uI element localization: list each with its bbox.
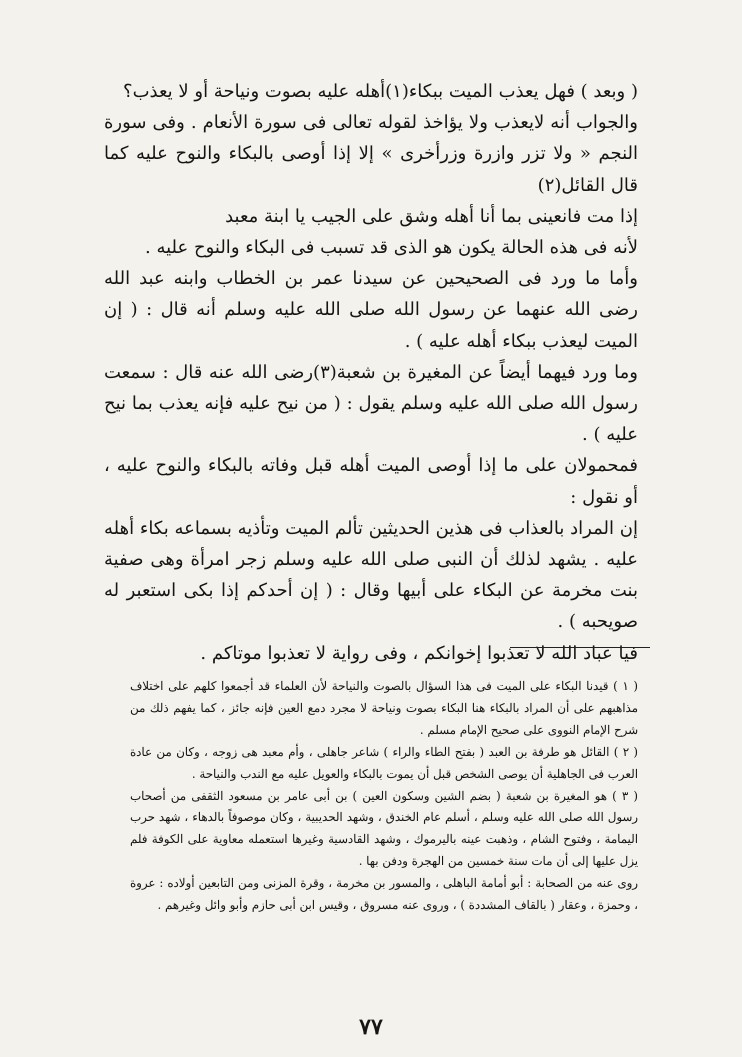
paragraph-reason: لأنه فى هذه الحالة يكون هو الذى قد تسبب فى البكاء والنوح عليه . [145, 237, 638, 259]
paragraph-meaning: إن المراد بالعذاب فى هذين الحديثين تألم الميت وتأذيه بسماعه بكاء أهله عليه . يشهد لذلك أن النبى صلى الله عليه وسلم زجر امرأة وهى صفية بنت مخرمة عن البكاء على أبيها وقال : ( إن أحدكم إذا بكى استعبر له صويحبه ) . [104, 517, 638, 633]
footnote-1: ( ١ ) قيدنا البكاء على الميت فى هذا السؤال بالصوت والنياحة لأن العلماء قد أجمعوا كلهم على اختلاف مذاهبهم على أن المراد بالبكاء هنا البكاء بصوت ونياحة لا مجرد دمع العين فإنه جائز ، كما يفهم ذلك من شرح الإمام النووى على صحيح الإمام مسلم . [130, 679, 638, 737]
footnote-3: ( ٣ ) هو المغيرة بن شعبة ( بضم الشين وسكون العين ) بن أبى عامر بن مسعود الثقفى من أصحاب رسول الله صلى الله عليه وسلم ، أسلم عام الخندق ، وشهد الحديبية ، وكان موصوفاً بالدهاء ، شهد حرب اليمامة ، وفتوح الشام ، وذهبت عينه باليرموك ، وشهد القادسية وغيرها استعمله معاوية على الكوفة فلم يزل عليها إلى أن مات سنة خمسين من الهجرة ودفن بها . [130, 788, 638, 869]
footnote-separator [510, 647, 650, 648]
paragraph-interpretation: فمحمولان على ما إذا أوصى الميت أهله قبل وفاته بالبكاء والنوح عليه ، أو نقول : [104, 455, 638, 508]
paragraph-hadith-mughira: وما ورد فيهما أيضاً عن المغيرة بن شعبة(٣)رضى الله عنه قال : سمعت رسول الله صلى الله عليه وسلم يقول : ( من نيح عليه فإنه يعذب بما نيح عليه ) . [104, 361, 638, 446]
footnote-3-continued: روى عنه من الصحابة : أبو أمامة الباهلى ، والمسور بن مخرمة ، وقرة المزنى ومن التابعين أولاده : عروة ، وحمزة ، وعقار ( بالقاف المشددة ) ، وروى عنه مسروق ، وقيس ابن أبى حازم وأبو وائل وغيرهم . [130, 876, 638, 913]
main-text [104, 76, 638, 669]
poem-verse: إذا مت فانعينى بما أنا أهله وشق على الجيب يا ابنة معبد [225, 205, 638, 227]
footnotes [130, 676, 638, 917]
paragraph-question: ( وبعد ) فهل يعذب الميت ببكاء(١)أهله عليه بصوت ونياحة أو لا يعذب؟ [123, 81, 638, 102]
paragraph-answer: والجواب أنه لايعذب ولا يؤاخذ لقوله تعالى فى سورة الأنعام . وفى سورة النجم « ولا تزر وازرة وزرأخرى » إلا إذا أوصى بالبكاء والنوح عليه كما قال القائل(٢) [104, 112, 638, 196]
paragraph-closing: فيا عباد الله لا تعذبوا إخوانكم ، وفى رواية لا تعذبوا موتاكم . [200, 642, 638, 664]
page-number: ٧٧ [359, 1014, 383, 1040]
paragraph-hadith-umar: وأما ما ورد فى الصحيحين عن سيدنا عمر بن الخطاب وابنه عبد الله رضى الله عنهما عن رسول الله صلى الله عليه وسلم أنه قال : ( إن الميت ليعذب ببكاء أهله عليه ) . [104, 268, 638, 352]
footnote-2: ( ٢ ) القائل هو طرفة بن العبد ( بفتح الطاء والراء ) شاعر جاهلى ، وأم معبد هى زوجه ، وكان من عادة العرب فى الجاهلية أن يوصى الشخص قبل أن يموت بالبكاء والعويل عليه مع الندب والنياحة . [130, 744, 638, 781]
